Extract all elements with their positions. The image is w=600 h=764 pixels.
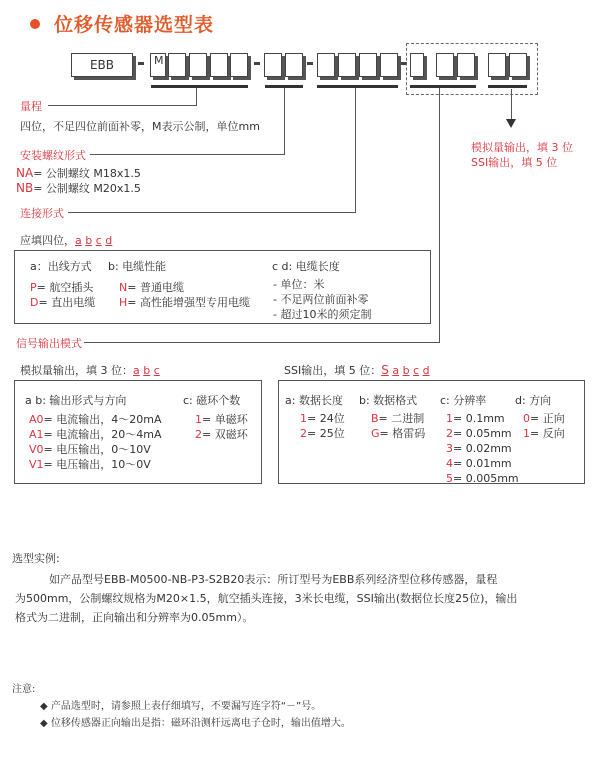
option-code: NA bbox=[16, 166, 34, 180]
bullet-dot-icon bbox=[30, 19, 40, 29]
option-eq: = bbox=[43, 458, 57, 471]
option-code: P bbox=[30, 281, 37, 294]
option-eq: = bbox=[530, 412, 543, 425]
range-underline bbox=[151, 85, 248, 88]
col-d-head: d: 方向 bbox=[515, 394, 552, 407]
connector-line bbox=[68, 212, 356, 213]
output-note-analog: 模拟量输出，填 3 位 bbox=[471, 141, 573, 154]
col-ab-head: a b: 输出形式与方向 bbox=[25, 394, 127, 407]
option-row bbox=[30, 295, 95, 310]
option-code: D bbox=[30, 296, 39, 309]
range-cell bbox=[230, 53, 248, 77]
col-c-head: c: 分辨率 bbox=[440, 394, 487, 407]
option-desc: 电压输出，10～0V bbox=[56, 458, 151, 471]
connection-cell bbox=[317, 53, 335, 77]
connection-label: 连接形式 bbox=[20, 207, 64, 220]
note-item bbox=[40, 698, 351, 715]
hyphen bbox=[307, 62, 313, 65]
option-code: 1 bbox=[300, 412, 307, 425]
range-cell bbox=[168, 53, 186, 77]
connector-line bbox=[355, 88, 356, 212]
letter: b bbox=[402, 364, 410, 377]
letter: c bbox=[413, 364, 420, 377]
signal-cell bbox=[436, 53, 454, 77]
ssi-fill-text: SSI输出，填 5 位： bbox=[284, 364, 382, 377]
option-eq: = bbox=[530, 427, 543, 440]
example-line: 格式为二进制，正向输出和分辨率为0.05mm）。 bbox=[15, 611, 254, 624]
thread-cell bbox=[285, 53, 303, 77]
option-eq: = bbox=[378, 412, 392, 425]
connector-line bbox=[90, 154, 285, 155]
option-eq: = bbox=[127, 296, 140, 309]
col-c-head: c: 磁环个数 bbox=[183, 394, 241, 407]
option-row bbox=[29, 442, 162, 457]
option-desc: 普通电缆 bbox=[139, 281, 184, 294]
example-body bbox=[15, 570, 590, 627]
c-options bbox=[195, 412, 248, 442]
option-row bbox=[446, 441, 519, 456]
cd-note: - 单位：米 bbox=[273, 278, 325, 291]
option-code: 1 bbox=[446, 412, 453, 425]
hyphen bbox=[254, 62, 260, 65]
connection-cell bbox=[380, 53, 398, 77]
connection-fill-text: 应填四位， bbox=[20, 234, 75, 247]
range-desc: 四位，不足四位前面补零，M表示公制，单位mm bbox=[20, 120, 260, 133]
option-eq: = bbox=[453, 442, 466, 455]
option-desc: 反向 bbox=[542, 427, 565, 440]
ssi-c-options bbox=[446, 411, 519, 486]
option-code: V1 bbox=[29, 458, 44, 471]
option-desc: 0.005mm bbox=[465, 472, 519, 485]
connector-line bbox=[511, 89, 512, 120]
option-row bbox=[371, 411, 425, 426]
range-cell-m bbox=[150, 53, 166, 77]
option-code: N bbox=[119, 281, 128, 294]
thread-option-na bbox=[16, 166, 141, 181]
connector-line bbox=[284, 88, 285, 154]
option-eq: = bbox=[43, 413, 57, 426]
letter: d bbox=[105, 234, 113, 247]
page-title bbox=[30, 10, 214, 37]
option-code: B bbox=[371, 412, 379, 425]
option-eq: = bbox=[379, 427, 393, 440]
letter: b bbox=[85, 234, 93, 247]
col-a-head: a：出线方式 bbox=[30, 260, 92, 273]
code-prefix: EBB bbox=[89, 58, 115, 72]
option-code: 1 bbox=[523, 427, 530, 440]
option-row bbox=[119, 280, 250, 295]
option-eq: = bbox=[43, 443, 57, 456]
option-desc: 电流输出，4～20mA bbox=[56, 413, 162, 426]
thread-option-nb bbox=[16, 181, 141, 196]
option-eq: = bbox=[307, 427, 320, 440]
option-desc: 格雷码 bbox=[392, 427, 426, 440]
b-options bbox=[119, 280, 250, 310]
option-eq: = bbox=[453, 427, 466, 440]
output-digits-note bbox=[471, 140, 573, 170]
option-row bbox=[300, 411, 345, 426]
letter: c bbox=[95, 234, 102, 247]
option-desc: 单磁环 bbox=[214, 413, 248, 426]
example-line: 为500mm，公制螺纹规格为M20×1.5，航空插头连接，3米长电缆，SSI输出(数据位长度25位)，输出 bbox=[15, 592, 518, 605]
example-heading: 选型实例: bbox=[12, 552, 60, 565]
option-desc: 航空插头 bbox=[49, 281, 94, 294]
note-text: 产品选型时，请参照上表仔细填写，不要漏写连字符“－”号。 bbox=[50, 701, 322, 712]
option-eq: = bbox=[202, 428, 215, 441]
thread-cell bbox=[264, 53, 282, 77]
option-eq: = bbox=[33, 182, 46, 195]
col-b-head: b: 电缆性能 bbox=[108, 260, 167, 273]
letter: d bbox=[422, 364, 430, 377]
option-code: A1 bbox=[29, 428, 44, 441]
cd-notes bbox=[273, 277, 371, 322]
option-code: 2 bbox=[446, 427, 453, 440]
signal-cell bbox=[410, 53, 424, 77]
option-eq: = bbox=[307, 412, 320, 425]
option-row bbox=[523, 411, 565, 426]
range-cell bbox=[210, 53, 228, 77]
option-desc: 公制螺纹 M18x1.5 bbox=[45, 167, 141, 180]
signal-cell bbox=[457, 53, 475, 77]
ssi-d-options bbox=[523, 411, 565, 441]
connection-options-box bbox=[14, 250, 431, 324]
option-desc: 0.01mm bbox=[465, 457, 512, 470]
notes-list bbox=[40, 698, 351, 732]
option-code: G bbox=[371, 427, 380, 440]
option-code: NB bbox=[16, 181, 34, 195]
option-row bbox=[371, 426, 425, 441]
connector-line bbox=[439, 88, 440, 342]
option-row bbox=[300, 426, 345, 441]
connection-cell bbox=[338, 53, 356, 77]
option-code: A0 bbox=[29, 413, 44, 426]
option-row bbox=[119, 295, 250, 310]
title-text: 位移传感器选型表 bbox=[54, 14, 215, 36]
connector-line bbox=[48, 105, 197, 106]
option-code: H bbox=[119, 296, 128, 309]
output-note-ssi: SSI输出，填 5 位 bbox=[471, 156, 558, 169]
option-desc: 直出电缆 bbox=[51, 296, 96, 309]
option-row bbox=[195, 412, 248, 427]
option-row bbox=[29, 457, 162, 472]
option-row bbox=[29, 427, 162, 442]
option-code: 5 bbox=[446, 472, 453, 485]
option-code: 0 bbox=[523, 412, 530, 425]
letter: b bbox=[143, 364, 151, 377]
option-eq: = bbox=[453, 457, 466, 470]
option-row bbox=[446, 411, 519, 426]
code-prefix-box bbox=[71, 53, 133, 77]
option-desc: 高性能增强型专用电缆 bbox=[140, 296, 250, 309]
range-label: 量程 bbox=[20, 100, 42, 113]
option-row bbox=[30, 280, 95, 295]
letter: a bbox=[392, 364, 400, 377]
option-code: 3 bbox=[446, 442, 453, 455]
option-desc: 二进制 bbox=[391, 412, 425, 425]
option-desc: 电压输出，0～10V bbox=[56, 443, 151, 456]
option-row bbox=[195, 427, 248, 442]
option-row bbox=[29, 412, 162, 427]
cd-note: - 超过10米的须定制 bbox=[273, 308, 372, 321]
signal-underline-2 bbox=[488, 85, 527, 88]
col-b-head: b: 数据格式 bbox=[359, 394, 418, 407]
option-row bbox=[523, 426, 565, 441]
arrow-down-icon bbox=[506, 119, 516, 128]
option-row bbox=[446, 426, 519, 441]
signal-label: 信号输出模式 bbox=[16, 337, 82, 350]
option-desc: 公制螺纹 M20x1.5 bbox=[45, 182, 141, 195]
col-a-head: a: 数据长度 bbox=[285, 394, 343, 407]
connector-line bbox=[78, 342, 440, 343]
analog-fill-line bbox=[20, 362, 160, 378]
signal-cell bbox=[509, 53, 527, 77]
option-code: V0 bbox=[29, 443, 44, 456]
col-cd-head: c d: 电缆长度 bbox=[272, 260, 340, 273]
option-eq: = bbox=[453, 412, 466, 425]
letter: a bbox=[75, 234, 82, 247]
analog-fill-text: 模拟量输出，填 3 位： bbox=[20, 364, 133, 377]
letter: c bbox=[153, 364, 160, 377]
option-row bbox=[446, 456, 519, 471]
option-desc: 0.05mm bbox=[465, 427, 512, 440]
option-code: 1 bbox=[195, 413, 202, 426]
connection-cell bbox=[359, 53, 377, 77]
option-code: 2 bbox=[300, 427, 307, 440]
option-row bbox=[446, 471, 519, 486]
note-item bbox=[40, 715, 351, 732]
connection-underline bbox=[317, 85, 398, 88]
option-desc: 正向 bbox=[542, 412, 565, 425]
signal-cell bbox=[488, 53, 506, 77]
ab-options bbox=[29, 412, 162, 472]
ssi-fill-line bbox=[284, 362, 430, 378]
option-desc: 双磁环 bbox=[214, 428, 248, 441]
option-eq: = bbox=[127, 281, 140, 294]
hyphen bbox=[138, 62, 144, 65]
option-desc: 25位 bbox=[319, 427, 345, 440]
signal-underline bbox=[410, 85, 476, 88]
option-eq: = bbox=[36, 281, 50, 294]
letter: S bbox=[381, 363, 389, 377]
option-eq: = bbox=[33, 167, 46, 180]
example-line: 如产品型号EBB-M0500-NB-P3-S2B20表示：所订型号为EBB系列经济型位移传感器，量程 bbox=[49, 573, 498, 586]
notes-heading: 注意: bbox=[12, 684, 36, 695]
option-desc: 0.1mm bbox=[465, 412, 505, 425]
range-cell bbox=[189, 53, 207, 77]
range-first-letter: M bbox=[154, 54, 164, 67]
ssi-b-options bbox=[371, 411, 425, 441]
option-eq: = bbox=[38, 296, 52, 309]
ssi-a-options bbox=[300, 411, 345, 441]
thread-label: 安装螺纹形式 bbox=[20, 149, 86, 162]
analog-options-box bbox=[14, 380, 262, 484]
option-desc: 0.02mm bbox=[465, 442, 512, 455]
connector-line bbox=[196, 88, 197, 105]
option-code: 4 bbox=[446, 457, 453, 470]
thread-options bbox=[16, 166, 141, 196]
cd-note: - 不足两位前面补零 bbox=[273, 293, 369, 306]
connection-fill-line bbox=[20, 232, 112, 248]
letter: a bbox=[133, 364, 140, 377]
diamond-bullet-icon: ◆ bbox=[40, 718, 51, 729]
a-options bbox=[30, 280, 95, 310]
ssi-options-box bbox=[278, 380, 585, 484]
option-eq: = bbox=[202, 413, 215, 426]
option-desc: 24位 bbox=[319, 412, 345, 425]
option-code: 2 bbox=[195, 428, 202, 441]
note-text: 位移传感器正向输出是指：磁环沿测杆远离电子仓时，输出值增大。 bbox=[50, 718, 351, 729]
diamond-bullet-icon: ◆ bbox=[40, 701, 51, 712]
option-eq: = bbox=[453, 472, 466, 485]
option-desc: 电流输出，20～4mA bbox=[56, 428, 162, 441]
option-eq: = bbox=[43, 428, 57, 441]
